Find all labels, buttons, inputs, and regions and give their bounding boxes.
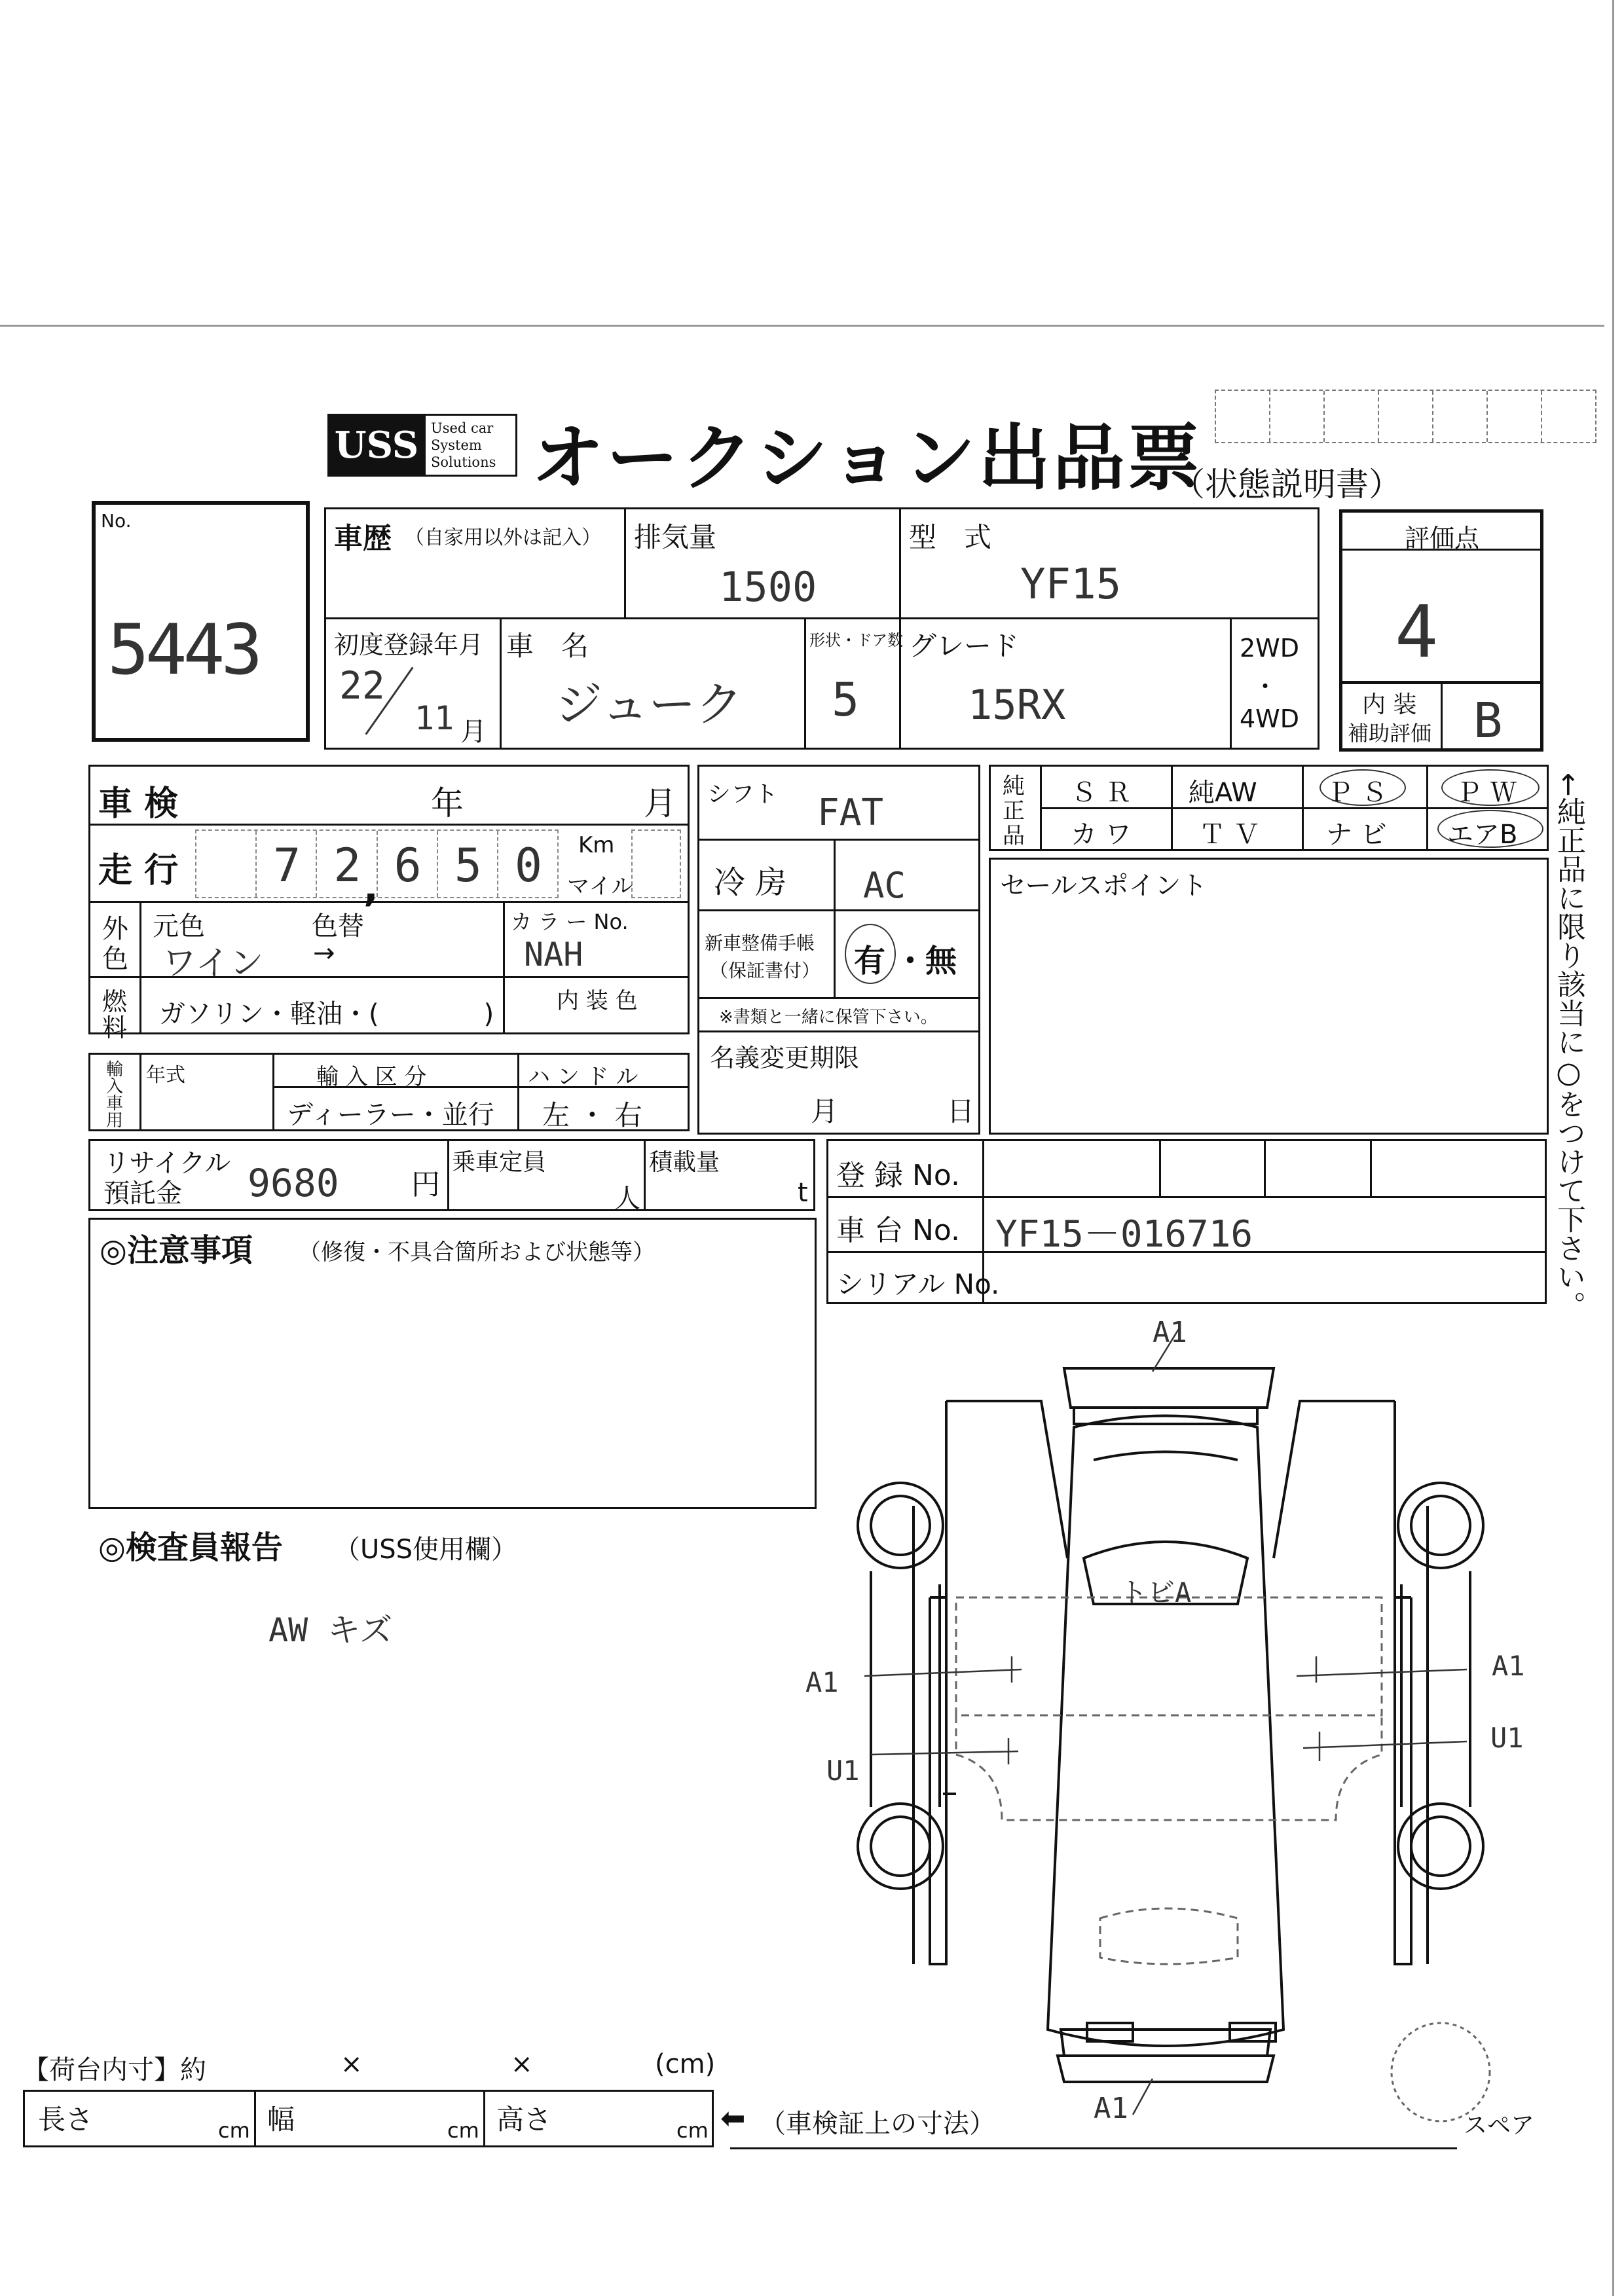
cargo-arrow-icon: ⬅ bbox=[720, 2100, 746, 2136]
maintenance-note: ※書類と一緒に保管下さい。 bbox=[719, 1008, 938, 1027]
recycle-label-2: 預託金 bbox=[103, 1178, 182, 1209]
vehicle-info-block bbox=[324, 507, 1320, 750]
cargo-width-cm: cm bbox=[447, 2118, 479, 2143]
fuel-label-1: 燃 bbox=[102, 987, 128, 1016]
car-name-label: 車 名 bbox=[506, 630, 589, 662]
equipment-label-1: 純 bbox=[1003, 773, 1025, 799]
mileage-digit-4: 6 bbox=[394, 839, 422, 892]
equipment-tv: Ｔ Ｖ bbox=[1199, 820, 1260, 850]
score-block bbox=[1339, 509, 1543, 752]
inspection-year-unit: 年 bbox=[431, 784, 464, 822]
inspector-sub: （USS使用欄） bbox=[334, 1535, 518, 1565]
color-code-value: NAH bbox=[524, 936, 583, 974]
mileage-label: 走 行 bbox=[98, 851, 179, 890]
page-fold-line bbox=[0, 325, 1604, 327]
mark-right-front: A1 bbox=[1492, 1650, 1525, 1682]
lot-number-box bbox=[92, 501, 310, 742]
cargo-unit: (cm) bbox=[655, 2049, 716, 2079]
interior-label-2: 補助評価 bbox=[1348, 721, 1432, 746]
first-registration-label: 初度登録年月 bbox=[334, 630, 484, 659]
drive-4wd: 4WD bbox=[1240, 704, 1300, 733]
page-right-edge bbox=[1612, 0, 1614, 2296]
maintenance-yes: 有 bbox=[854, 943, 886, 979]
import-year-label: 年式 bbox=[146, 1064, 185, 1087]
car-name-value: ジューク bbox=[555, 677, 743, 732]
mileage-digit-5: 5 bbox=[454, 839, 482, 892]
recycle-label-1: リサイクル bbox=[103, 1148, 231, 1178]
first-registration-month: 11 bbox=[415, 699, 454, 737]
shift-label: シフト bbox=[707, 781, 779, 808]
registration-block bbox=[826, 1139, 1547, 1304]
page-subtitle: （状態説明書） bbox=[1172, 465, 1401, 503]
notes-sub: （修復・不具合箇所および状態等） bbox=[299, 1239, 655, 1266]
import-label-3: 車 bbox=[106, 1094, 124, 1114]
cargo-height-label: 高さ bbox=[496, 2104, 552, 2136]
maintenance-no: 無 bbox=[925, 943, 957, 979]
first-registration-year: 22 bbox=[339, 663, 385, 708]
import-label-1: 輸 bbox=[106, 1060, 124, 1080]
inspector-value: AW キズ bbox=[268, 1611, 393, 1649]
equipment-ps: Ｐ Ｓ bbox=[1327, 778, 1388, 808]
import-class-label: 輸 入 区 分 bbox=[316, 1064, 427, 1090]
cargo-height-cm: cm bbox=[676, 2118, 709, 2143]
chassis-no-value: YF15－016716 bbox=[995, 1213, 1253, 1256]
name-change-day: 日 bbox=[947, 1095, 975, 1127]
logo-mark: USS bbox=[327, 414, 426, 477]
inspection-month-unit: 月 bbox=[644, 784, 676, 822]
car-damage-diagram bbox=[786, 1309, 1559, 2160]
name-change-month: 月 bbox=[811, 1095, 839, 1127]
import-label-4: 用 bbox=[106, 1111, 124, 1131]
history-label: 車歴 bbox=[334, 522, 392, 555]
equipment-label-3: 品 bbox=[1003, 823, 1025, 849]
color-arrow: → bbox=[313, 938, 335, 968]
mileage-digit-3: 2 bbox=[333, 839, 361, 892]
grade-label: グレード bbox=[909, 630, 1020, 662]
equipment-sr: Ｓ Ｒ bbox=[1071, 778, 1132, 808]
mark-front-top: A1 bbox=[1153, 1316, 1187, 1349]
equipment-navi: ナ ビ bbox=[1326, 820, 1387, 850]
import-label-2: 入 bbox=[106, 1077, 124, 1097]
equipment-aw: 純AW bbox=[1189, 778, 1257, 808]
ac-value: AC bbox=[863, 865, 906, 906]
page-title: オークション出品票 bbox=[532, 416, 1202, 500]
recycle-block bbox=[88, 1139, 815, 1214]
cargo-times-2: × bbox=[511, 2049, 533, 2079]
mark-right-rear: U1 bbox=[1490, 1722, 1524, 1754]
name-change-label: 名義変更期限 bbox=[710, 1044, 860, 1072]
cargo-note: （車検証上の寸法） bbox=[760, 2109, 995, 2139]
equipment-side-note: ←純正品に限り該当に○をつけて下さい。 bbox=[1552, 773, 1585, 1320]
load-unit: t bbox=[798, 1178, 808, 1208]
cargo-width-label: 幅 bbox=[267, 2104, 295, 2136]
lot-number-value: 5443 bbox=[107, 610, 259, 690]
sales-point-block bbox=[989, 858, 1549, 1135]
grade-value: 15RX bbox=[968, 681, 1066, 729]
logo-sub-1: Used car bbox=[431, 420, 494, 436]
color-original-label: 元色 bbox=[153, 911, 205, 941]
mileage-unit-km: Km bbox=[578, 832, 615, 858]
cargo-length-label: 長さ bbox=[38, 2104, 94, 2136]
cargo-dimensions-box bbox=[23, 2090, 714, 2147]
equipment-kawa: カ ワ bbox=[1071, 820, 1132, 850]
maintenance-label-2: （保証書付） bbox=[710, 960, 821, 981]
uss-logo bbox=[327, 414, 517, 477]
mark-windshield: トビA bbox=[1120, 1576, 1192, 1609]
cargo-times-1: × bbox=[341, 2049, 363, 2079]
maintenance-label-1: 新車整備手帳 bbox=[705, 932, 815, 954]
doors-label: 形状・ドア数 bbox=[809, 631, 904, 649]
color-original-value: ワイン bbox=[162, 944, 264, 983]
handle-options: 左 ・ 右 bbox=[542, 1099, 642, 1131]
drive-2wd: 2WD bbox=[1240, 634, 1300, 663]
equipment-label-2: 正 bbox=[1003, 798, 1025, 824]
displacement-value: 1500 bbox=[719, 563, 817, 611]
ac-label: 冷 房 bbox=[714, 864, 787, 901]
color-repaint-label: 色替 bbox=[312, 911, 364, 941]
inspector-label: ◎検査員報告 bbox=[98, 1529, 283, 1566]
serial-no-label: シリアル No. bbox=[836, 1268, 1000, 1300]
handle-label: ハ ン ド ル bbox=[528, 1064, 638, 1090]
equipment-airbag: エアB bbox=[1447, 820, 1518, 850]
drive-dot: ・ bbox=[1253, 672, 1278, 701]
model-value: YF15 bbox=[1020, 560, 1122, 609]
fuel-options: ガソリン・軽油・( ) bbox=[159, 999, 494, 1029]
load-label: 積載量 bbox=[649, 1149, 720, 1176]
inspection-label: 車 検 bbox=[98, 784, 179, 824]
displacement-label: 排気量 bbox=[634, 521, 717, 553]
mileage-unit-mile: マイル bbox=[567, 873, 634, 900]
recycle-value: 9680 bbox=[248, 1161, 339, 1205]
maintenance-sep: ・ bbox=[895, 943, 927, 979]
registration-no-label: 登 録 No. bbox=[836, 1159, 961, 1192]
logo-sub-2: System bbox=[431, 437, 482, 453]
model-label: 型 式 bbox=[909, 521, 992, 553]
inspection-block bbox=[88, 765, 690, 1042]
shift-value: FAT bbox=[817, 792, 884, 834]
sales-point-label: セールスポイント bbox=[1000, 871, 1208, 901]
cargo-note-underline bbox=[730, 2147, 1457, 2149]
doors-value: 5 bbox=[832, 673, 860, 727]
interior-value: B bbox=[1473, 693, 1503, 749]
mark-left-front: A1 bbox=[805, 1666, 839, 1698]
equipment-block bbox=[989, 765, 1549, 851]
color-label-2: 色 bbox=[102, 944, 128, 974]
mileage-digit-2: 7 bbox=[273, 839, 301, 892]
mileage-comma: , bbox=[363, 865, 378, 911]
stamp-boxes bbox=[1215, 390, 1596, 443]
interior-label-1: 内 装 bbox=[1362, 691, 1417, 718]
color-label-1: 外 bbox=[102, 914, 128, 944]
import-class-options: ディーラー・並行 bbox=[287, 1100, 494, 1130]
fuel-label-2: 料 bbox=[102, 1013, 128, 1042]
cargo-length-cm: cm bbox=[218, 2118, 250, 2143]
chassis-no-label: 車 台 No. bbox=[836, 1214, 961, 1247]
recycle-unit: 円 bbox=[411, 1168, 440, 1201]
score-value: 4 bbox=[1395, 590, 1439, 674]
capacity-unit: 人 bbox=[614, 1184, 640, 1214]
capacity-label: 乗車定員 bbox=[452, 1149, 547, 1176]
color-code-label: カ ラ ー No. bbox=[511, 909, 629, 934]
equipment-pw: Ｐ Ｗ bbox=[1456, 778, 1517, 808]
notes-block bbox=[88, 1218, 817, 1509]
lot-number-label: No. bbox=[101, 510, 132, 532]
first-registration-month-unit: 月 bbox=[460, 717, 487, 747]
notes-label: ◎注意事項 bbox=[100, 1232, 253, 1269]
import-block bbox=[88, 1053, 690, 1131]
score-label: 評価点 bbox=[1405, 524, 1480, 553]
cargo-label: 【荷台内寸】約 bbox=[23, 2055, 206, 2085]
mileage-digit-6: 0 bbox=[514, 839, 543, 892]
logo-sub-3: Solutions bbox=[431, 454, 496, 470]
interior-color-label: 内 装 色 bbox=[557, 988, 638, 1014]
mileage-extra-box bbox=[631, 829, 681, 898]
shift-block bbox=[697, 765, 980, 1135]
spare-label: スペア bbox=[1464, 2112, 1535, 2139]
mark-left-rear: U1 bbox=[826, 1755, 860, 1787]
mark-rear-bottom: A1 bbox=[1094, 2092, 1128, 2125]
history-note: （自家用以外は記入） bbox=[405, 526, 601, 549]
